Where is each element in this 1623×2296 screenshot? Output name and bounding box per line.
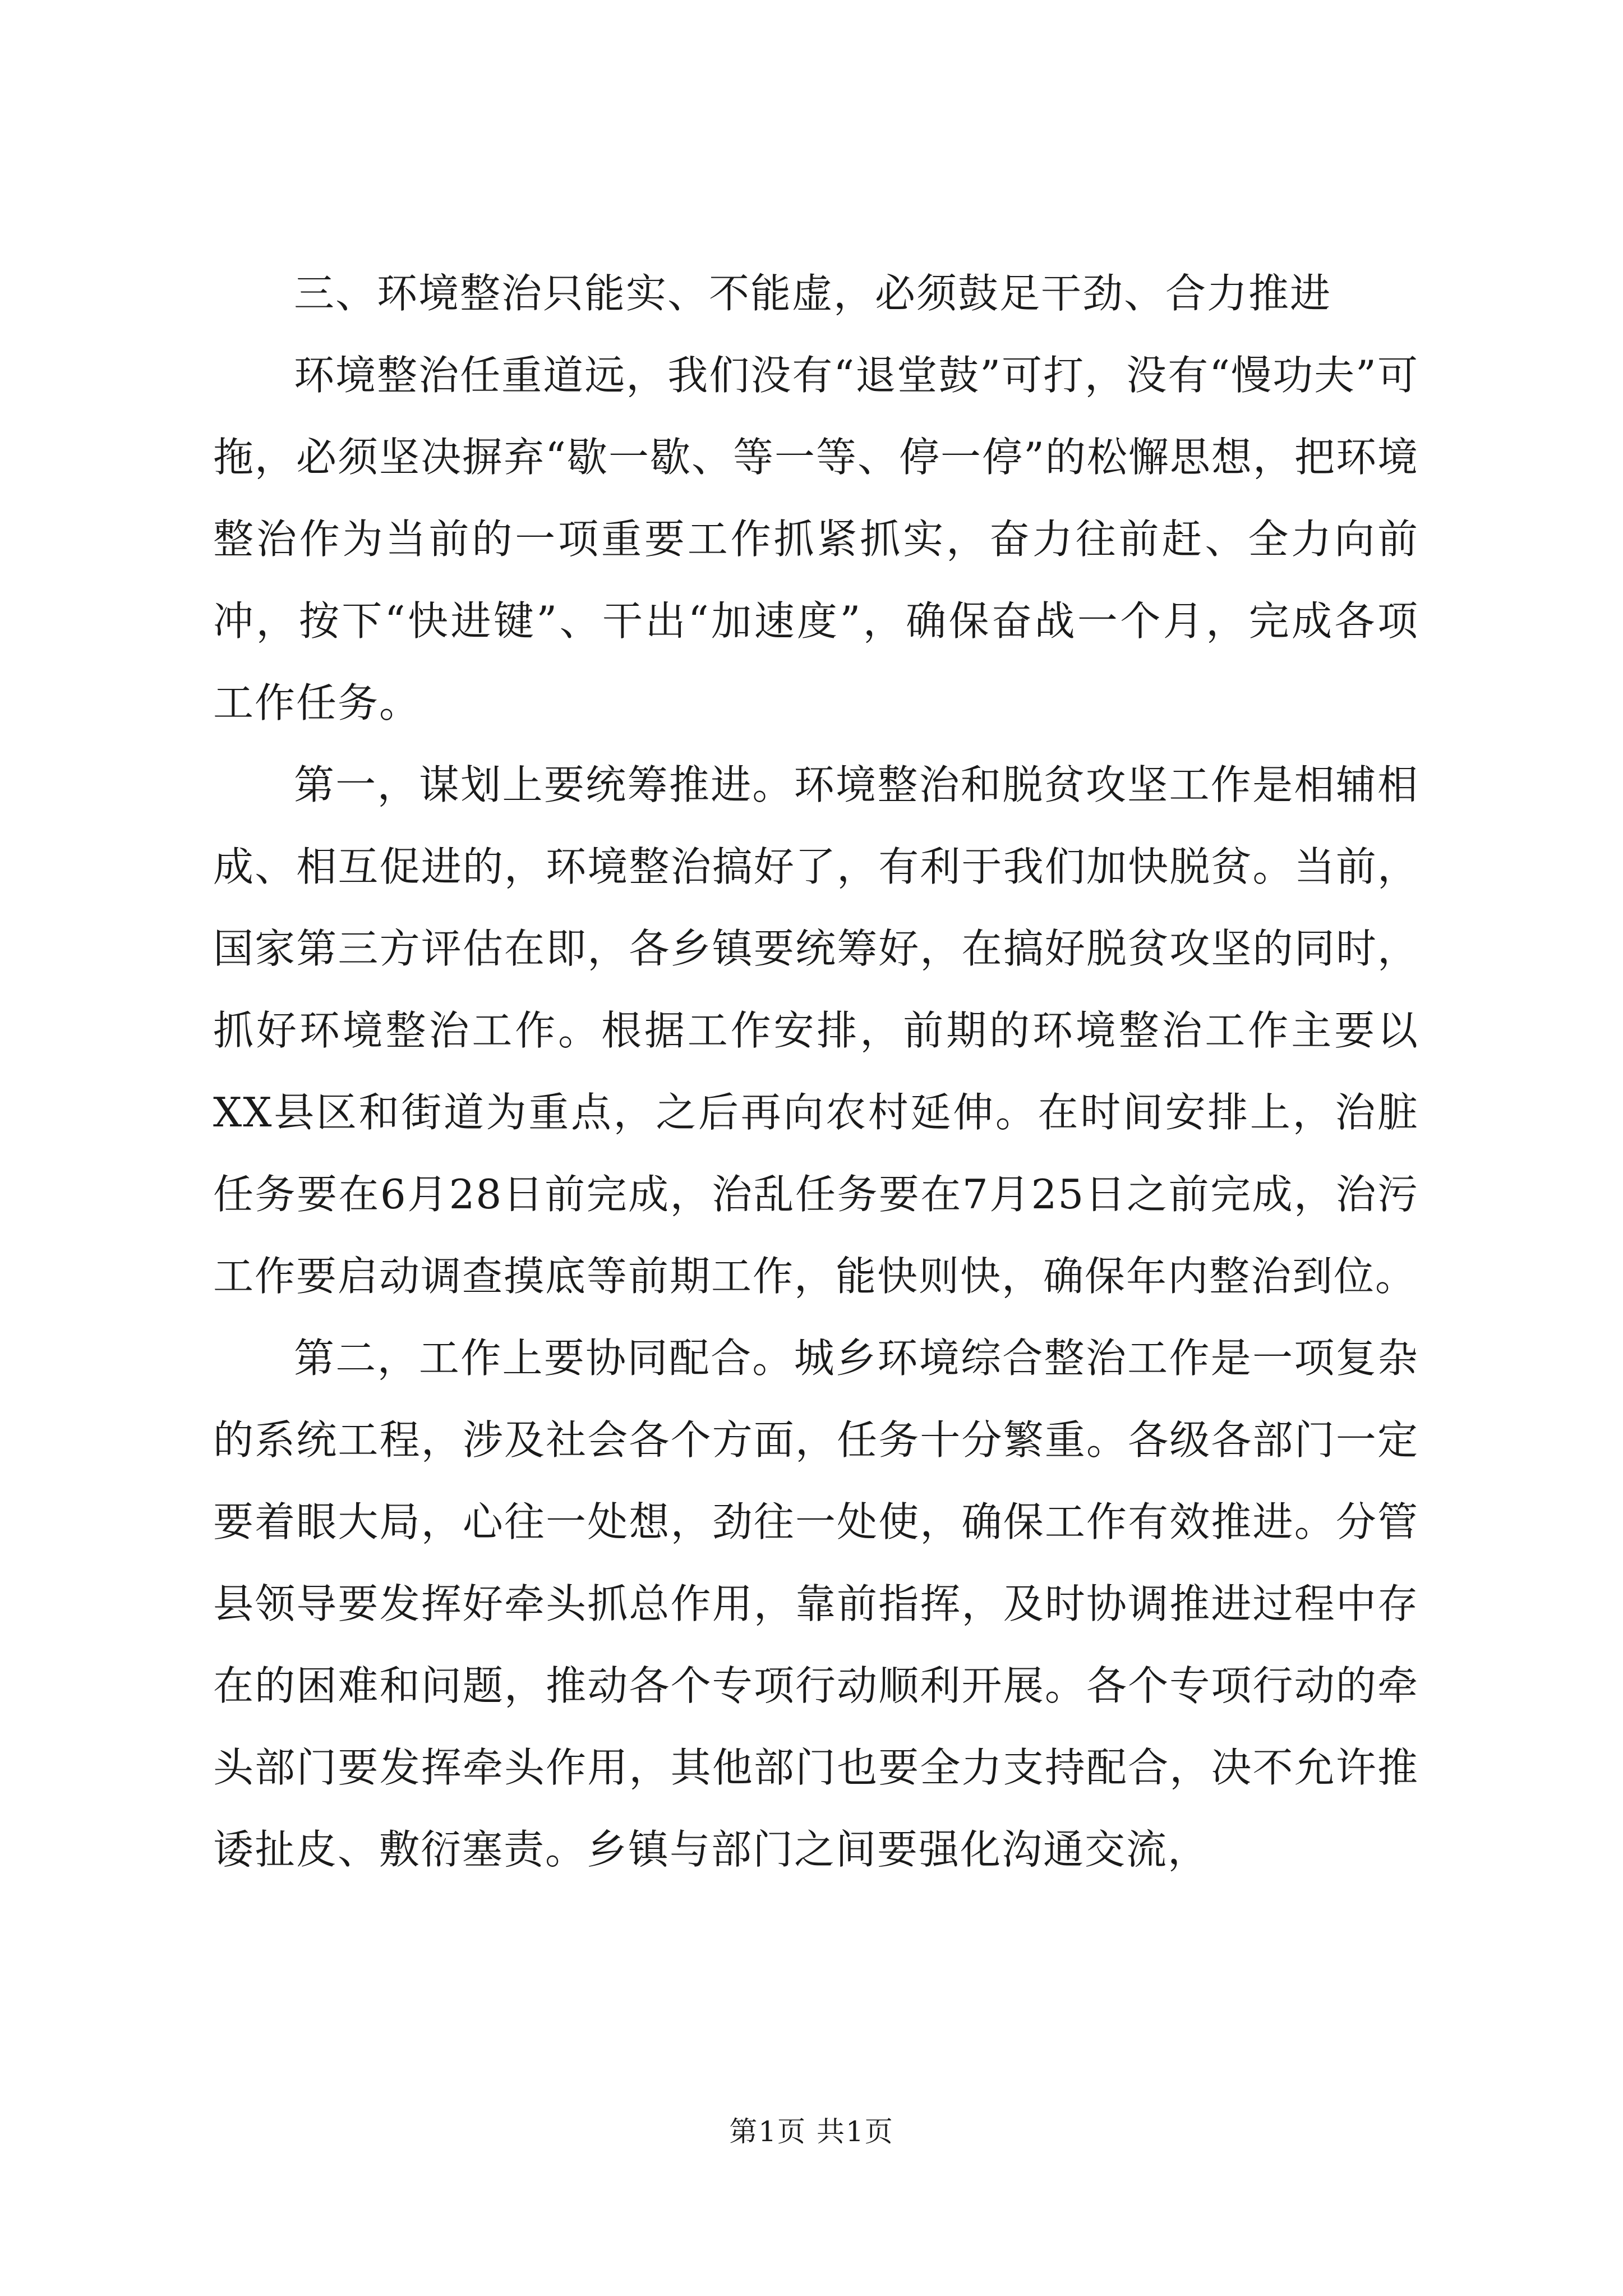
paragraph-second: 第二，工作上要协同配合。城乡环境综合整治工作是一项复杂的系统工程，涉及社会各个方面，任务十分繁重。各级各部门一定要着眼大局，心往一处想，劲往一处使，确保工作有效推进。分管县领导要发挥好牵头抓总作用，靠前指挥，及时协调推进过程中存在的困难和问题，推动各个专项行动顺利开展。各个专项行动的牵头部门要发挥牵头作用，其他部门也要全力支持配合，决不允许推诿扯皮、敷衍塞责。乡镇与部门之间要强化沟通交流， bbox=[213, 1335, 1419, 1873]
page-footer: 第1页 共1页 bbox=[729, 2115, 894, 2148]
section-heading: 三、环境整治只能实、不能虚，必须鼓足干劲、合力推进 bbox=[294, 270, 1332, 317]
paragraph-first: 第一，谋划上要统筹推进。环境整治和脱贫攻坚工作是相辅相成、相互促进的，环境整治搞好了，有利于我们加快脱贫。当前，国家第三方评估在即，各乡镇要统筹好，在搞好脱贫攻坚的同时，抓好环境整治工作。根据工作安排，前期的环境整治工作主要以XX县区和街道为重点，之后再向农村延伸。在时间安排上，治脏任务要在6月28日前完成，治乱任务要在7月25日之前完成，治污工作要启动调查摸底等前期工作，能快则快，确保年内整治到位。 bbox=[213, 761, 1419, 1300]
document-body bbox=[213, 252, 1419, 1890]
paragraph-intro: 环境整治任重道远，我们没有“退堂鼓”可打，没有“慢功夫”可拖，必须坚决摒弃“歇一歇、等一等、停一停”的松懈思想，把环境整治作为当前的一项重要工作抓紧抓实，奋力往前赶、全力向前冲，按下“快进键”、干出“加速度”，确保奋战一个月，完成各项工作任务。 bbox=[213, 352, 1419, 726]
